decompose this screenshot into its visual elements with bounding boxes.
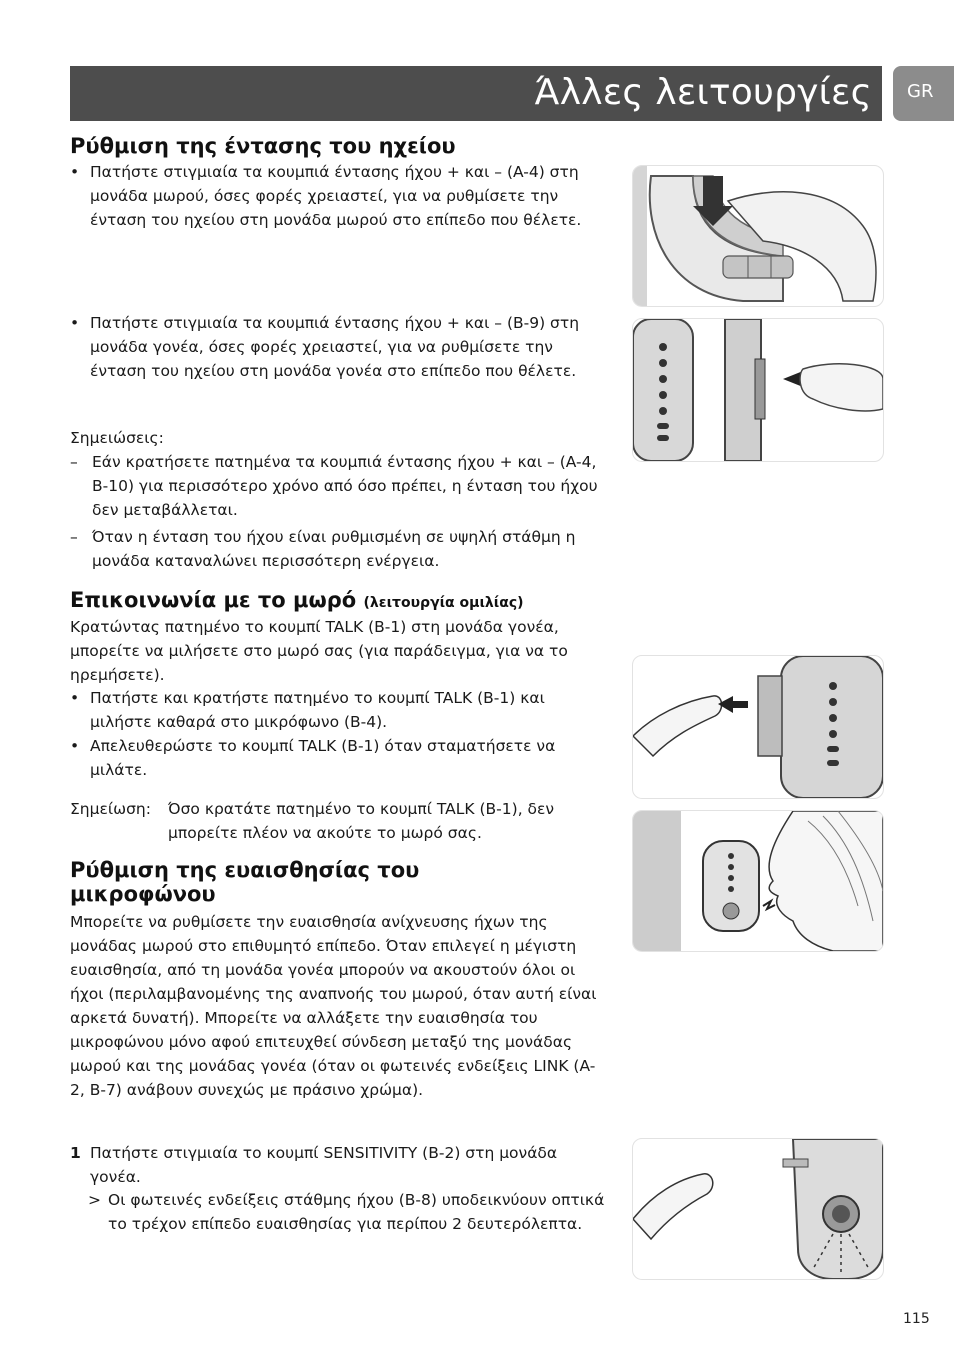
result-text: Οι φωτεινές ενδείξεις στάθμης ήχου (B-8) υποδεικνύουν οπτικά το τρέχον επίπεδο ευαισθησίας για περίπου 2 δευτερόλεπτα. [108, 1191, 605, 1233]
step-number: 1 [70, 1144, 81, 1162]
bullet-item [70, 311, 610, 407]
bullet-text: Πατήστε και κρατήστε πατημένο το κουμπί TALK (B-1) και μιλήστε καθαρά στο μικρόφωνο (B-4). [90, 689, 545, 731]
bullet-marker: • [70, 737, 80, 755]
note-label: Σημείωση: [70, 800, 151, 818]
illustration-speak-microphone [632, 810, 884, 952]
section-heading-talk [70, 588, 524, 615]
notes-label: Σημειώσεις: [70, 429, 164, 447]
paragraph: Μπορείτε να ρυθμίσετε την ευαισθησία ανίχνευσης ήχων της μονάδας μωρού στο επιθυμητό επίπεδο. Όταν επιλεγεί η μέγιστη ευαισθησία, από τη μονάδα γονέα μπορούν να ακουστούν όλοι οι ήχοι (περιλαμβανομένης της αναπνοής του μωρού, όταν αυτή είναι αρκετά δυνατή). Μπορείτε να αλλάξετε την ευαισθησία του μικροφώνου μόνο αφού επιτευχθεί σύνδεση μεταξύ της μονάδας μωρού και της μονάδας γονέα (όταν οι φωτεινές ενδείξεις LINK (A-2, B-7) ανάβουν συνεχώς με πράσινο χρώμα). [70, 913, 597, 1099]
result-marker: > [88, 1191, 101, 1209]
bullet-text: Απελευθερώστε το κουμπί TALK (B-1) όταν σταματήσετε να μιλάτε. [90, 737, 556, 779]
step-text: Πατήστε στιγμιαία το κουμπί SENSITIVITY (B-2) στη μονάδα γονέα. [90, 1144, 558, 1186]
bullet-marker: • [70, 314, 80, 332]
heading-text: Επικοινωνία με το μωρό [70, 588, 357, 612]
page-title: Άλλες λειτουργίες [534, 72, 872, 113]
illustration-sensitivity-button [632, 1138, 884, 1280]
heading-subtext: (λειτουργία ομιλίας) [363, 595, 524, 611]
section-heading-speaker-volume: Ρύθμιση της έντασης του ηχείου [70, 134, 456, 158]
bullet-item [70, 160, 610, 256]
bullet-item [70, 734, 610, 782]
header-bar [70, 66, 882, 121]
step-result [88, 1188, 608, 1260]
step-item [70, 1141, 610, 1189]
note-text: Εάν κρατήσετε πατημένα τα κουμπιά έντασης ήχου + και – (A-4, B-10) για περισσότερο χρόνο από όσο πρέπει, η ένταση του ήχου δεν μεταβάλλεται. [92, 453, 598, 519]
note-item [70, 525, 610, 573]
language-code: GR [907, 81, 934, 102]
bullet-text: Πατήστε στιγμιαία τα κουμπιά έντασης ήχου + και – (A-4) στη μονάδα μωρού, όσες φορές χρειαστεί, για να ρυθμίσετε την ένταση του ηχείου στη μονάδα μωρού στο επίπεδο που θέλετε. [90, 163, 582, 229]
illustration-baby-unit-volume [632, 165, 884, 307]
note-text: Όταν η ένταση του ήχου είναι ρυθμισμένη σε υψηλή στάθμη η μονάδα καταναλώνει περισσότερη ενέργεια. [92, 528, 576, 570]
section-heading-sensitivity [70, 858, 419, 906]
page-number: 115 [903, 1311, 930, 1327]
bullet-marker: • [70, 163, 80, 181]
bullet-marker: • [70, 689, 80, 707]
dash-marker: – [70, 528, 78, 546]
illustration-talk-button [632, 655, 884, 799]
illustration-parent-unit-volume [632, 318, 884, 462]
language-tab [893, 66, 954, 121]
heading-line: Ρύθμιση της ευαισθησίας του [70, 858, 420, 882]
bullet-item [70, 686, 610, 734]
heading-line: μικροφώνου [70, 882, 216, 906]
note-item [70, 450, 610, 522]
paragraph: Κρατώντας πατημένο το κουμπί TALK (B-1) στη μονάδα γονέα, μπορείτε να μιλήσετε στο μωρό σας (για παράδειγμα, για να το ηρεμήσετε). [70, 618, 568, 684]
dash-marker: – [70, 453, 78, 471]
bullet-text: Πατήστε στιγμιαία τα κουμπιά έντασης ήχου + και – (B-9) στη μονάδα γονέα, όσες φορές χρειαστεί, για να ρυθμίσετε την ένταση του ηχείου στη μονάδα γονέα στο επίπεδο που θέλετε. [90, 314, 580, 380]
note-text: Όσο κρατάτε πατημένο το κουμπί TALK (B-1), δεν μπορείτε πλέον να ακούτε το μωρό σας. [168, 800, 555, 842]
